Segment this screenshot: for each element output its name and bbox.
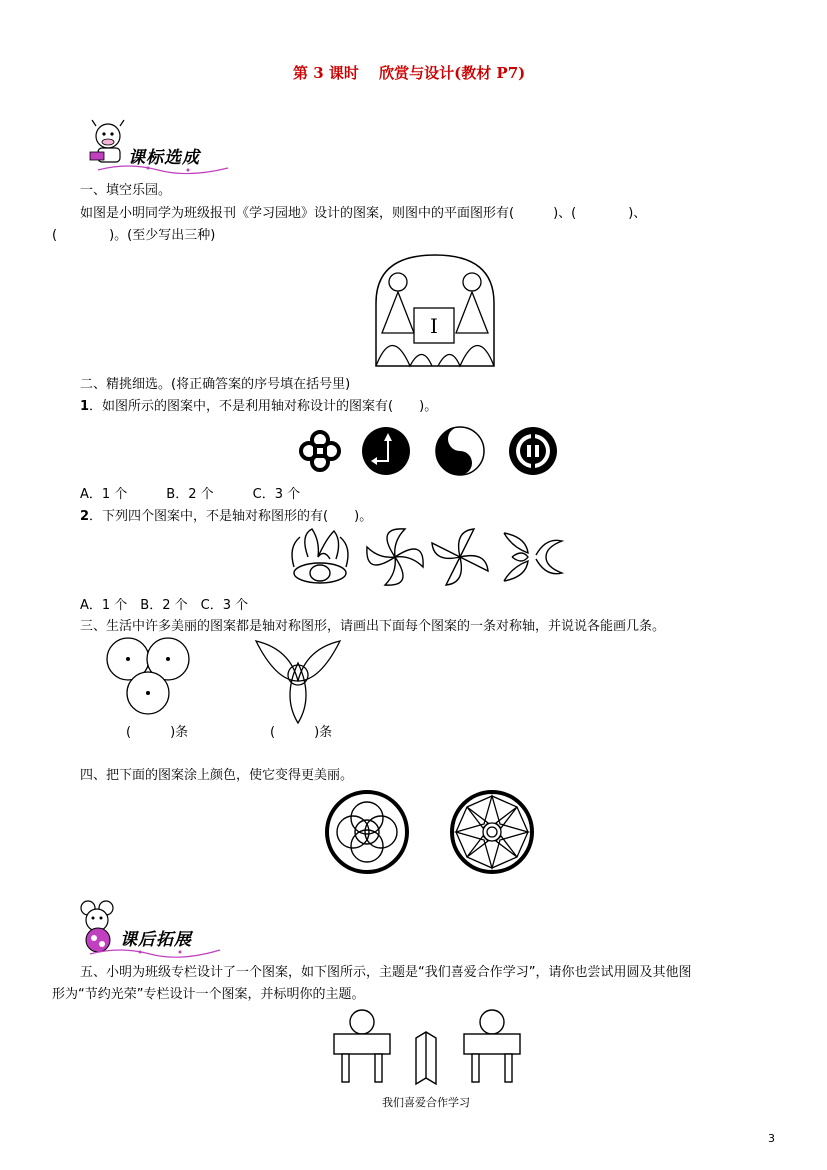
q2-item2 bbox=[80, 506, 372, 528]
three-petal-figure bbox=[254, 637, 344, 727]
yin-yang-icon bbox=[436, 427, 484, 475]
board-letter: I bbox=[430, 314, 438, 338]
coin-logo-icon bbox=[509, 427, 557, 475]
pattern-figures-row bbox=[290, 527, 565, 589]
knot-symbol-icon bbox=[301, 432, 339, 470]
q1-text-line1: 如图是小明同学为班级报刊《学习园地》设计的图案，则图中的平面图形有( )、( )、 bbox=[80, 206, 647, 221]
arrow-circle-icon bbox=[362, 427, 410, 475]
page-number: 3 bbox=[768, 1132, 775, 1145]
page-title: 第 3 课时 欣赏与设计(教材 P7) bbox=[293, 64, 526, 82]
q5-text-line1: 五、小明为班级专栏设计了一个图案，如下图所示，主题是“我们喜爱合作学习”，请你也尝试用圆及其他图 bbox=[80, 965, 692, 980]
q2-item1-text: ．如图所示的图案中，不是利用轴对称设计的图案有( )。 bbox=[89, 399, 438, 414]
bulletin-board-figure bbox=[374, 253, 496, 368]
mouse-mascot-icon bbox=[81, 901, 113, 952]
figure-caption: 我们喜爱合作学习 bbox=[382, 1096, 470, 1109]
q3-blank1: ( )条 bbox=[126, 725, 189, 740]
overlapping-circles-figure bbox=[325, 790, 409, 874]
q5-text-line2: 形为“节约光荣”专栏设计一个图案，并标明你的主题。 bbox=[52, 987, 365, 1002]
q3-blank2: ( )条 bbox=[270, 725, 333, 740]
flower-pattern-icon bbox=[292, 529, 348, 583]
q1-heading: 一、填空乐园。 bbox=[80, 183, 172, 198]
cow-mascot-icon bbox=[90, 120, 124, 162]
q4-heading: 四、把下面的图案涂上颜色，使它变得更美丽。 bbox=[80, 768, 354, 783]
q2-item2-options: A．1 个 B．2 个 C．3 个 bbox=[80, 598, 249, 613]
section-label-after-class: 课后拓展 bbox=[120, 930, 192, 950]
pinwheel-pattern-icon bbox=[432, 529, 488, 585]
q2-item2-text: ．下列四个图案中，不是轴对称图形的有( )。 bbox=[89, 509, 373, 524]
three-circles-figure bbox=[106, 637, 196, 717]
q2-item1-number: 1 bbox=[80, 399, 90, 414]
symbol-figures-row bbox=[294, 425, 564, 477]
q2-heading: 二、精挑细选。(将正确答案的序号填在括号里) bbox=[80, 377, 351, 392]
q3-heading: 三、生活中许多美丽的图案都是轴对称图形，请画出下面每个图案的一条对称轴，并说说各能画几条。 bbox=[80, 619, 666, 634]
swirl-pattern-icon bbox=[367, 529, 423, 585]
q2-item2-number: 2 bbox=[80, 509, 90, 524]
q2-item1-options: A．1 个 B．2 个 C．3 个 bbox=[80, 487, 301, 502]
q2-item1 bbox=[80, 396, 437, 418]
cooperation-figure bbox=[332, 1008, 522, 1086]
section-label-in-class: 课标选成 bbox=[128, 148, 200, 168]
star-compass-figure bbox=[450, 790, 534, 874]
q1-text-line2: ( )。(至少写出三种) bbox=[52, 228, 216, 243]
crescent-pattern-icon bbox=[504, 533, 562, 581]
